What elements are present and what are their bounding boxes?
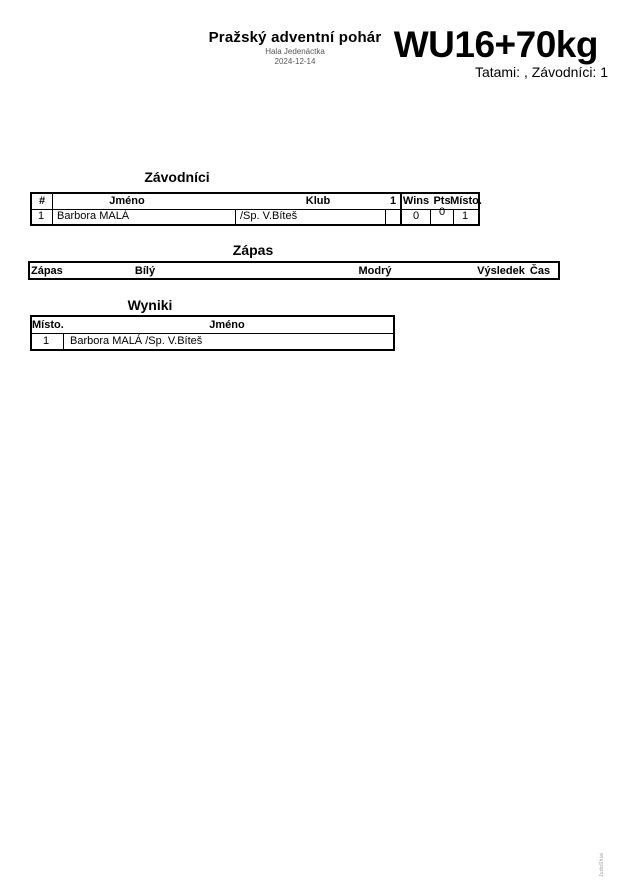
competitor-pts: 0 [438,206,446,218]
col-header-time: Čas [529,265,551,277]
col-header-name: Jméno [109,195,145,207]
result-name: Barbora MALÁ /Sp. V.Bíteš [70,335,203,347]
results-section-title: Wyniki [127,297,173,313]
competitor-wins: 0 [412,210,420,222]
weight-category-title: WU16+70kg [393,24,598,65]
col-header-match1: 1 [389,195,397,207]
col-header-wins: Wins [402,195,430,207]
col-header-blue: Modrý [358,265,392,277]
results-col-divider [63,333,64,349]
matches-section-title: Zápas [232,242,274,258]
competitor-place: 1 [461,210,469,222]
col-header-number: # [38,195,46,207]
col-header-place: Místo. [32,319,64,331]
competitors-table [30,192,480,226]
competitors-col-divider [235,209,236,224]
matches-table [28,261,560,280]
col-header-result: Výsledek [477,265,525,277]
competitor-number: 1 [37,210,45,222]
col-header-white: Bílý [134,265,156,277]
col-header-name: Jméno [209,319,245,331]
competitor-name: Barbora MALÁ [57,210,130,222]
col-header-match: Zápas [31,265,63,277]
competitors-col-divider [385,209,386,224]
col-header-pts: Pts [433,195,451,207]
venue-subtitle: Hala Jedenáctka [265,47,325,56]
tournament-title: Pražský adventní pohár [208,29,382,46]
result-place: 1 [42,335,50,347]
competitors-col-divider [52,194,53,224]
results-table [30,315,395,351]
date-subtitle: 2024-12-14 [274,57,316,66]
competitor-club: /Sp. V.Bíteš [240,210,298,222]
competitors-col-divider [430,209,431,224]
col-header-club: Klub [305,195,331,207]
software-watermark: JudoShiai [599,852,605,877]
col-header-place: Místo. [450,195,482,207]
competitors-score-block-divider [400,194,402,224]
competitors-section-title: Závodníci [144,169,210,185]
tatami-competitors-info: Tatami: , Závodníci: 1 [474,64,608,80]
competitors-col-divider [453,209,454,224]
